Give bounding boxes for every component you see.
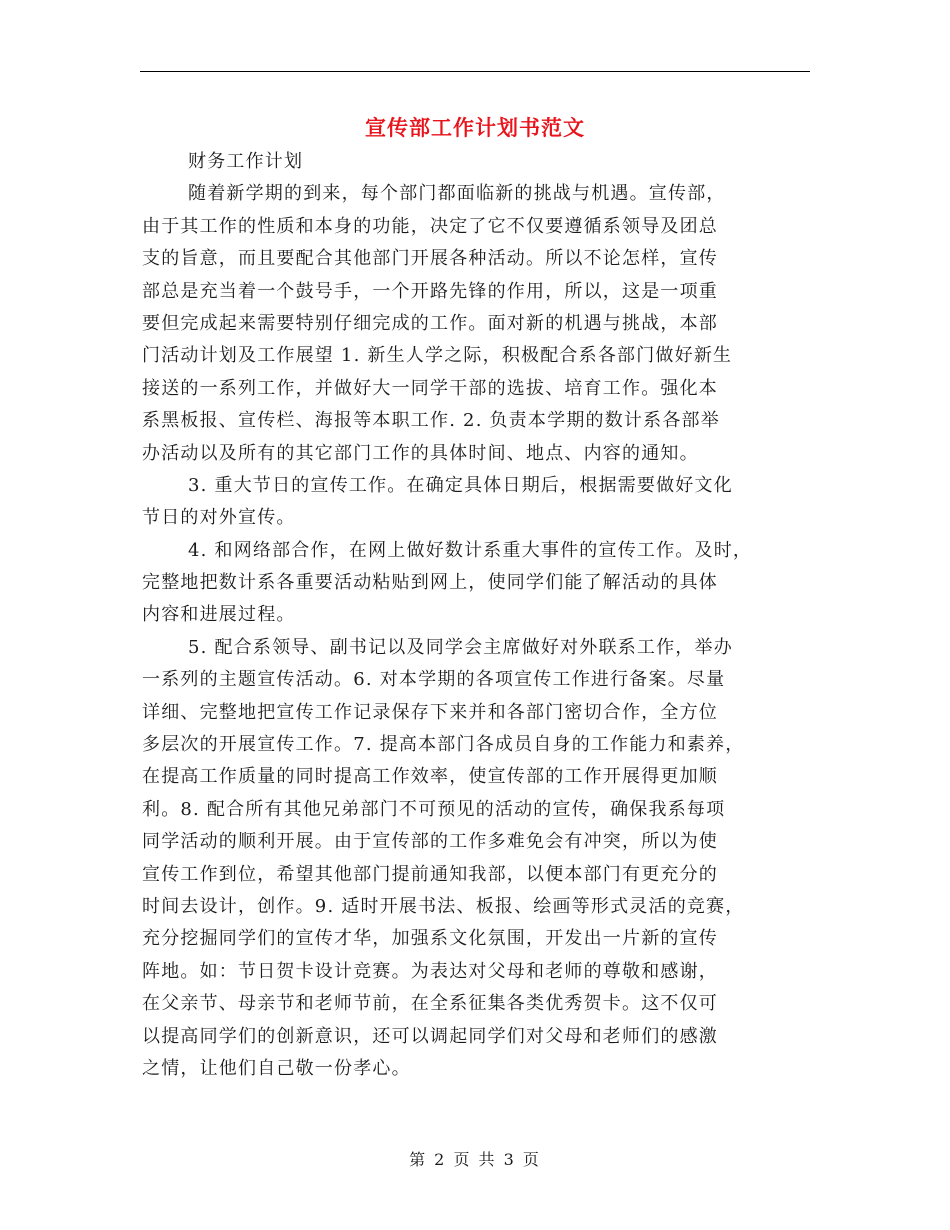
- text-line: 一系列的主题宣传活动。6. 对本学期的各项宣传工作进行备案。尽量: [142, 669, 726, 691]
- text-line: 支的旨意，而且要配合其他部门开展各种活动。所以不论怎样，宣传: [142, 248, 718, 270]
- header-rule: [140, 71, 810, 72]
- text-line: 详细、完整地把宣传工作记录保存下来并和各部门密切合作，全方位: [142, 701, 718, 723]
- text-line: 阵地。如：节日贺卡设计竞赛。为表达对父母和老师的尊敬和感谢，: [142, 960, 718, 982]
- text-line: 同学活动的顺利开展。由于宣传部的工作多难免会有冲突，所以为使: [142, 831, 718, 853]
- text-line: 宣传工作到位，希望其他部门提前通知我部，以便本部门有更充分的: [142, 863, 718, 885]
- text-line: 在提高工作质量的同时提高工作效率，使宣传部的工作开展得更加顺: [142, 766, 718, 788]
- document-body: [142, 146, 814, 1085]
- text-line: 节日的对外宣传。: [142, 507, 296, 529]
- text-line: 时间去设计，创作。9. 适时开展书法、板报、绘画等形式灵活的竞赛，: [142, 895, 745, 917]
- page-footer: 第 2 页 共 3 页: [409, 1150, 541, 1169]
- text-line: 办活动以及所有的其它部门工作的具体时间、地点、内容的通知。: [142, 442, 699, 464]
- text-line: 3. 重大节日的宣传工作。在确定具体日期后，根据需要做好文化: [188, 474, 733, 496]
- text-line: 4. 和网络部合作，在网上做好数计系重大事件的宣传工作。及时，: [188, 539, 753, 561]
- text-line: 接送的一系列工作，并做好大一同学干部的选拔、培育工作。强化本: [142, 377, 718, 399]
- text-line: 充分挖掘同学们的宣传才华，加强系文化氛围，开发出一片新的宣传: [142, 928, 718, 950]
- text-line: 系黑板报、宣传栏、海报等本职工作. 2. 负责本学期的数计系各部举: [142, 410, 720, 432]
- text-line: 部总是充当着一个鼓号手，一个开路先锋的作用，所以，这是一项重: [142, 280, 718, 302]
- text-line: 多层次的开展宣传工作。7. 提高本部门各成员自身的工作能力和素养，: [142, 734, 745, 756]
- text-line: 利。8. 配合所有其他兄弟部门不可预见的活动的宣传，确保我系每项: [142, 798, 726, 820]
- text-line: 由于其工作的性质和本身的功能，决定了它不仅要遵循系领导及团总: [142, 215, 718, 237]
- text-line: 之情，让他们自己敬一份孝心。: [142, 1057, 411, 1079]
- text-line: 要但完成起来需要特别仔细完成的工作。面对新的机遇与挑战，本部: [142, 312, 718, 334]
- document-title: 宣传部工作计划书范文: [365, 115, 585, 140]
- text-line: 门活动计划及工作展望 1. 新生人学之际，积极配合系各部门做好新生: [142, 345, 733, 367]
- text-line: 随着新学期的到来，每个部门都面临新的挑战与机遇。宣传部，: [188, 183, 726, 205]
- text-line: 在父亲节、母亲节和老师节前，在全系征集各类优秀贺卡。这不仅可: [142, 993, 718, 1015]
- text-line: 5. 配合系领导、副书记以及同学会主席做好对外联系工作，举办: [188, 636, 733, 658]
- text-line: 完整地把数计系各重要活动粘贴到网上，使同学们能了解活动的具体: [142, 572, 718, 594]
- text-line: 以提高同学们的创新意识，还可以调起同学们对父母和老师们的感激: [142, 1025, 718, 1047]
- text-line: 内容和进展过程。: [142, 604, 296, 626]
- text-line: 财务工作计划: [188, 151, 304, 172]
